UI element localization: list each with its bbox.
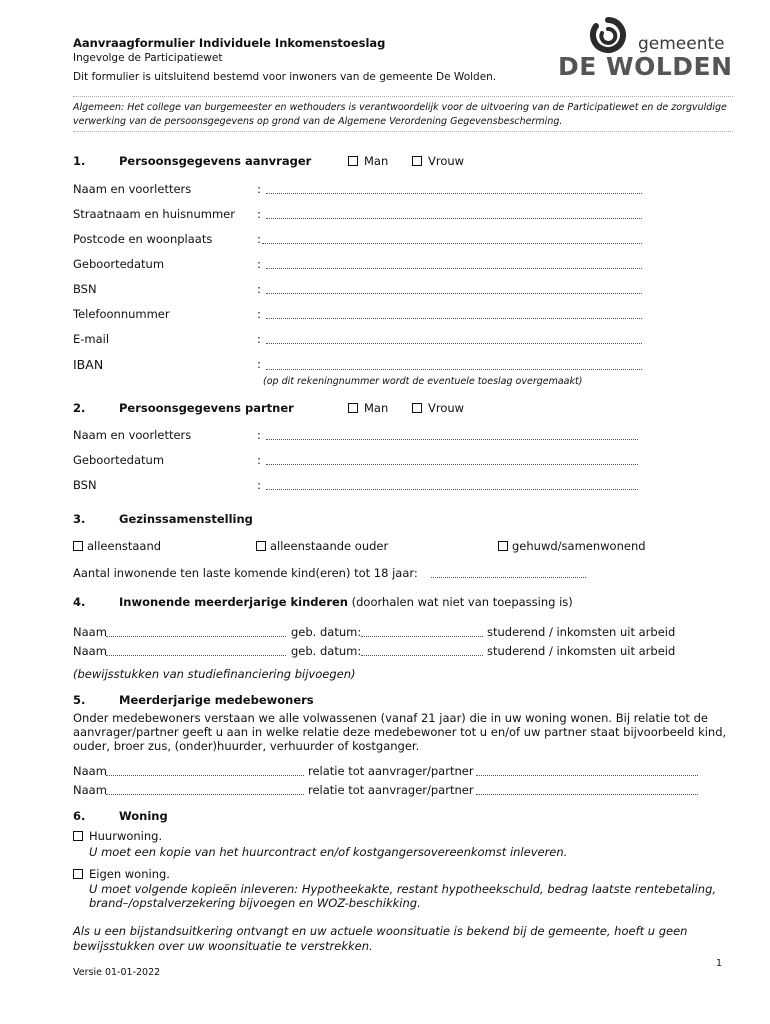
child-name-label: Naam xyxy=(73,644,107,658)
checkbox[interactable] xyxy=(498,541,508,551)
section3-title: Gezinssamenstelling xyxy=(119,512,253,526)
bsn-field[interactable] xyxy=(266,293,642,294)
option-label: Vrouw xyxy=(428,154,465,168)
colon: : xyxy=(257,282,261,296)
section6-title: Woning xyxy=(119,809,168,823)
children-count-field[interactable] xyxy=(431,577,586,578)
section1-number: 1. xyxy=(73,154,86,168)
section4-note: (bewijsstukken van studiefinanciering bijvoegen) xyxy=(73,667,356,681)
cohabitant-name-label: Naam xyxy=(73,764,107,778)
field-label: Straatnaam en huisnummer xyxy=(73,207,235,221)
logo-mark-icon xyxy=(588,16,628,56)
section5-text: Onder medebewoners verstaan we alle volwassenen (vanaf 21 jaar) die in uw woning wonen. Bij relatie tot de aanvrager/partner geeft u aan in welke relatie deze medebewoner tot u en/of uw partner staat bijvoorbeeld kind, ouder, broer zus, (onder)huurder, verhuurder of kostganger. xyxy=(73,711,727,753)
field-label: Telefoonnummer xyxy=(73,307,170,321)
form-subtitle: Ingevolge de Participatiewet xyxy=(73,52,223,64)
option-label: Man xyxy=(364,401,389,415)
colon: : xyxy=(257,232,261,246)
option-label: Vrouw xyxy=(428,401,465,415)
option-label: Eigen woning. xyxy=(89,867,170,881)
cohabitant-name-label: Naam xyxy=(73,783,107,797)
cohabitant-relation-label: relatie tot aanvrager/partner xyxy=(308,783,474,797)
child-name-field[interactable] xyxy=(106,636,286,637)
colon: : xyxy=(257,357,261,371)
field-label: IBAN xyxy=(73,357,104,372)
section4-title-note: (doorhalen wat niet van toepassing is) xyxy=(351,595,573,609)
child-status[interactable]: studerend / inkomsten uit arbeid xyxy=(487,644,676,658)
partner-dob-field[interactable] xyxy=(266,464,638,465)
checkbox[interactable] xyxy=(348,403,358,413)
municipality-logo xyxy=(558,16,733,81)
field-label: E-mail xyxy=(73,332,110,346)
colon: : xyxy=(257,257,261,271)
gender-man-option[interactable] xyxy=(348,154,388,168)
child-name-label: Naam xyxy=(73,625,107,639)
checkbox[interactable] xyxy=(256,541,266,551)
section4-number: 4. xyxy=(73,595,86,609)
child-status[interactable]: studerend / inkomsten uit arbeid xyxy=(487,625,676,639)
field-label: Geboortedatum xyxy=(73,453,165,467)
children-count-label: Aantal inwonende ten laste komende kind(eren) tot 18 jaar: xyxy=(73,566,418,580)
section5-title: Meerderjarige medebewoners xyxy=(119,693,314,707)
form-title: Aanvraagformulier Individuele Inkomenstoeslag xyxy=(73,36,386,50)
divider xyxy=(73,131,733,132)
divider xyxy=(73,96,733,97)
section1-title: Persoonsgegevens aanvrager xyxy=(119,154,312,168)
field-label: Geboortedatum xyxy=(73,257,165,271)
partner-bsn-field[interactable] xyxy=(266,489,638,490)
child-dob-label: geb. datum: xyxy=(291,625,362,639)
option-label: Huurwoning. xyxy=(89,829,163,843)
colon: : xyxy=(257,182,261,196)
partner-gender-man-option[interactable] xyxy=(348,401,388,415)
household-alleenstaande-ouder-option[interactable] xyxy=(256,539,388,553)
dob-field[interactable] xyxy=(266,268,642,269)
colon: : xyxy=(257,332,261,346)
cohabitant-relation-field[interactable] xyxy=(476,794,698,795)
iban-field[interactable] xyxy=(266,369,642,370)
cohabitant-relation-label: relatie tot aanvrager/partner xyxy=(308,764,474,778)
colon: : xyxy=(257,307,261,321)
postcode-field[interactable] xyxy=(262,243,642,244)
email-field[interactable] xyxy=(266,343,642,344)
form-intro: Dit formulier is uitsluitend bestemd voor inwoners van de gemeente De Wolden. xyxy=(73,71,497,83)
section4-title: Inwonende meerderjarige kinderen xyxy=(119,595,348,609)
partner-gender-vrouw-option[interactable] xyxy=(412,401,464,415)
section6-number: 6. xyxy=(73,809,86,823)
iban-note: (op dit rekeningnummer wordt de eventuele toeslag overgemaakt) xyxy=(263,376,583,387)
colon: : xyxy=(257,478,261,492)
field-label: BSN xyxy=(73,282,97,296)
checkbox[interactable] xyxy=(73,869,83,879)
colon: : xyxy=(257,453,261,467)
general-note: Algemeen: Het college van burgemeester en wethouders is verantwoordelijk voor de uitvoering van de Participatiewet en de zorgvuldige verwerking van de persoonsgegevens op grond van de Algemene Verordening Gegevensbescherming. xyxy=(73,102,727,127)
own-note: U moet volgende kopieën inleveren: Hypotheekakte, restant hypotheekschuld, bedrag laatste rentebetaling, brand–/opstalverzekering bijvoegen en WOZ-beschikking. xyxy=(89,882,717,910)
section5-number: 5. xyxy=(73,693,86,707)
option-label: alleenstaande ouder xyxy=(270,539,389,553)
checkbox[interactable] xyxy=(73,541,83,551)
housing-own-option[interactable] xyxy=(73,867,170,881)
field-label: Postcode en woonplaats xyxy=(73,232,213,246)
street-field[interactable] xyxy=(266,218,642,219)
section2-number: 2. xyxy=(73,401,86,415)
checkbox[interactable] xyxy=(73,831,83,841)
child-dob-field[interactable] xyxy=(361,655,483,656)
field-label: Naam en voorletters xyxy=(73,182,192,196)
cohabitant-relation-field[interactable] xyxy=(476,775,698,776)
cohabitant-name-field[interactable] xyxy=(106,775,304,776)
section4-heading xyxy=(119,595,573,609)
gender-vrouw-option[interactable] xyxy=(412,154,464,168)
checkbox[interactable] xyxy=(412,156,422,166)
section2-title: Persoonsgegevens partner xyxy=(119,401,294,415)
field-label: Naam en voorletters xyxy=(73,428,192,442)
child-dob-field[interactable] xyxy=(361,636,483,637)
section3-number: 3. xyxy=(73,512,86,526)
logo-text-de-wolden: DE WOLDEN xyxy=(558,52,733,81)
option-label: Man xyxy=(364,154,389,168)
option-label: gehuwd/samenwonend xyxy=(512,539,646,553)
checkbox[interactable] xyxy=(348,156,358,166)
version-label: Versie 01-01-2022 xyxy=(73,967,161,978)
checkbox[interactable] xyxy=(412,403,422,413)
cohabitant-name-field[interactable] xyxy=(106,794,304,795)
page-number: 1 xyxy=(716,958,723,969)
closing-note: Als u een bijstandsuitkering ontvangt en uw actuele woonsituatie is bekend bij de gemeente, hoeft u geen bewijsstukken over uw woonsituatie te verstrekken. xyxy=(73,924,688,953)
colon: : xyxy=(257,428,261,442)
partner-name-field[interactable] xyxy=(266,439,638,440)
logo-text-gemeente: gemeente xyxy=(638,34,725,54)
name-field[interactable] xyxy=(266,193,642,194)
colon: : xyxy=(257,207,261,221)
household-alleenstaand-option[interactable] xyxy=(73,539,161,553)
household-gehuwd-option[interactable] xyxy=(498,539,646,553)
housing-rent-option[interactable] xyxy=(73,829,162,843)
child-name-field[interactable] xyxy=(106,655,286,656)
field-label: BSN xyxy=(73,478,97,492)
rent-note: U moet een kopie van het huurcontract en/of kostgangersovereenkomst inleveren. xyxy=(89,845,568,859)
phone-field[interactable] xyxy=(266,318,642,319)
child-dob-label: geb. datum: xyxy=(291,644,362,658)
option-label: alleenstaand xyxy=(87,539,162,553)
